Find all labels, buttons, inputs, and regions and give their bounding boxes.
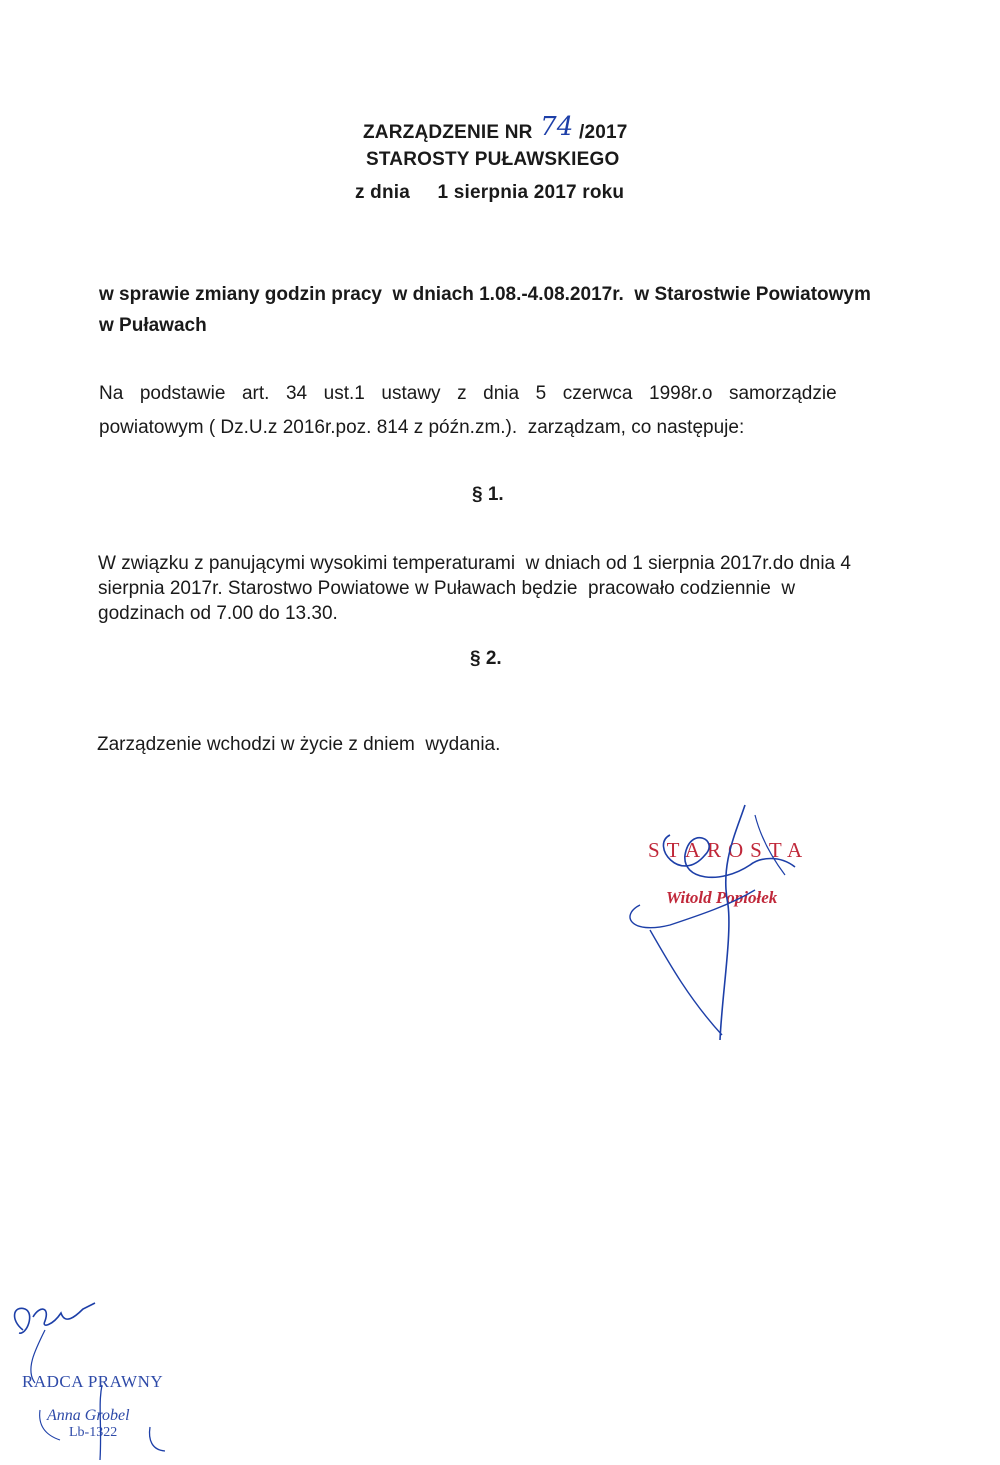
legal-counsel-stamp-title: RADCA PRAWNY [22,1372,164,1391]
section-2-text: Zarządzenie wchodzi w życie z dniem wydania. [97,734,501,755]
starosta-handwritten-signature [610,795,830,1055]
section-1-heading: § 1. [472,484,504,505]
issuer-line: STAROSTY PUŁAWSKIEGO [366,149,620,170]
title-suffix: /2017 [579,122,628,143]
title-prefix: ZARZĄDZENIE NR [363,122,533,143]
date-line [355,182,624,204]
date-prefix: z dnia [355,182,411,203]
section-1-line-1: W związku z panującymi wysokimi temperaturami w dniach od 1 sierpnia 2017r.do dnia 4 [98,553,851,574]
subject-line-2: w Puławach [99,315,207,336]
date-value: 1 sierpnia 2017 roku [437,182,625,203]
section-1-line-3: godzinach od 7.00 do 13.30. [98,603,338,624]
section-2-heading: § 2. [470,648,502,669]
document-title [363,112,628,145]
legal-counsel-stamp-name: Anna Grobel [47,1407,130,1424]
handwritten-number: 74 [540,112,574,142]
legal-counsel-stamp-reg: Lb-1322 [69,1425,118,1440]
legal-basis-line-2: powiatowym ( Dz.U.z 2016r.poz. 814 z późn.zm.). zarządzam, co następuje: [99,417,745,438]
legal-counsel-signature-stroke [30,1385,170,1465]
starosta-stamp-name: Witold Popiołek [666,888,778,907]
section-1-line-2: sierpnia 2017r. Starostwo Powiatowe w Puławach będzie pracowało codziennie w [98,578,796,599]
starosta-stamp-title: STAROSTA [648,838,810,862]
subject-line-1: w sprawie zmiany godzin pracy w dniach 1.08.-4.08.2017r. w Starostwie Powiatowym [99,284,871,305]
legal-basis-line-1: Na podstawie art. 34 ust.1 ustawy z dnia 5 czerwca 1998r.o samorządzie [99,383,837,404]
